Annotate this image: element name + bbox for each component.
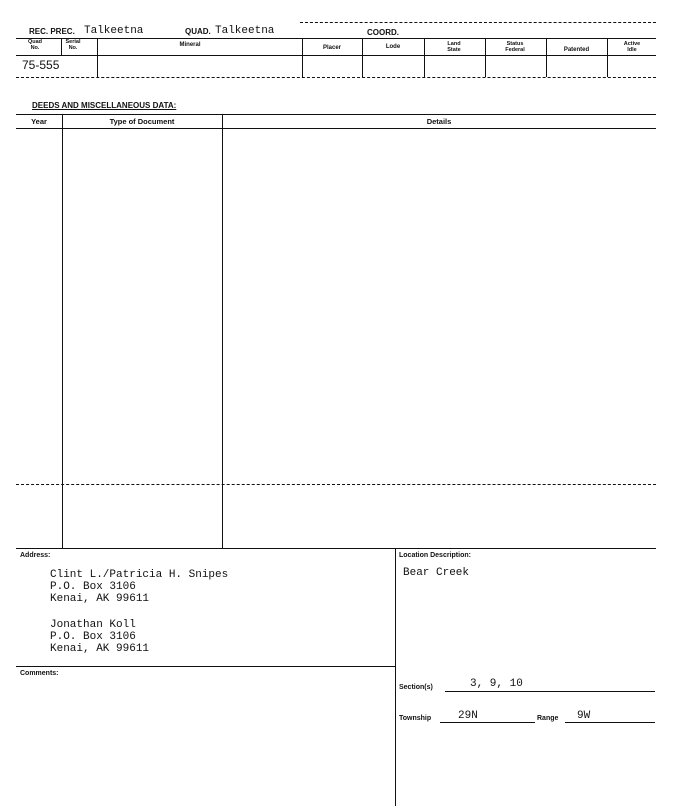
range-value: 9W: [577, 710, 591, 722]
sections-label: Section(s): [399, 684, 433, 691]
placer-label: Placer: [322, 45, 341, 51]
deeds-header-top-rule: [16, 114, 656, 115]
address-line: Kenai, AK 99611: [50, 593, 150, 605]
col-divider: [546, 38, 547, 77]
lode-label: Lode: [385, 44, 401, 50]
sections-underline: [445, 691, 655, 692]
address-line: P.O. Box 3106: [50, 581, 136, 593]
land-state-label: Land State: [447, 41, 461, 53]
deeds-header-bottom-rule: [16, 128, 656, 129]
township-label: Township: [399, 715, 432, 722]
year-col-divider: [62, 114, 63, 548]
patented-label: Patented: [563, 47, 590, 53]
comments-label: Comments:: [20, 670, 59, 677]
col-divider: [97, 38, 98, 77]
range-label: Range: [537, 715, 559, 722]
address-line: [50, 605, 228, 619]
location-description-label: Location Description:: [399, 552, 471, 559]
index-row-bottom-rule: [16, 77, 656, 78]
status-federal-label: Status Federal: [505, 41, 525, 53]
col-divider: [424, 38, 425, 77]
col-type-label: Type of Document: [109, 117, 175, 126]
deeds-dashed-rule: [16, 484, 656, 485]
address-line: P.O. Box 3106: [50, 631, 136, 643]
quad-label: QUAD.: [185, 27, 211, 36]
rec-prec-label: REC. PREC.: [29, 27, 75, 36]
deeds-section-title: DEEDS AND MISCELLANEOUS DATA:: [32, 101, 177, 110]
top-dashed-rule: [300, 22, 656, 23]
coord-label: COORD.: [367, 28, 399, 37]
col-divider: [607, 38, 608, 77]
township-underline: [440, 722, 535, 723]
index-row-top-rule: [16, 38, 656, 39]
address-top-rule: [16, 548, 656, 549]
comments-top-rule: [16, 666, 395, 667]
range-underline: [565, 722, 655, 723]
township-value: 29N: [458, 710, 478, 722]
location-description-value: Bear Creek: [403, 567, 470, 579]
address-line: Kenai, AK 99611: [50, 643, 150, 655]
sections-value: 3, 9, 10: [470, 678, 523, 690]
col-year-label: Year: [31, 117, 47, 126]
address-block: [50, 569, 228, 655]
rec-prec-value: Talkeetna: [84, 25, 144, 37]
col-divider: [485, 38, 486, 77]
address-label: Address:: [20, 552, 51, 559]
quad-no-label: Quad No.: [27, 39, 43, 51]
col-details-label: Details: [426, 117, 452, 126]
mineral-label: Mineral: [179, 42, 201, 48]
address-line: Clint L./Patricia H. Snipes: [50, 569, 229, 581]
active-idle-label: Active Idle: [623, 41, 641, 53]
serial-no-label: Serial No.: [65, 39, 81, 51]
type-col-divider: [222, 114, 223, 548]
col-divider: [302, 38, 303, 77]
quad-no-value: 75-555: [22, 58, 60, 72]
index-row-mid-rule: [16, 55, 656, 56]
address-location-divider: [395, 548, 396, 806]
quad-value: Talkeetna: [215, 25, 275, 37]
address-line: Jonathan Koll: [50, 619, 136, 631]
